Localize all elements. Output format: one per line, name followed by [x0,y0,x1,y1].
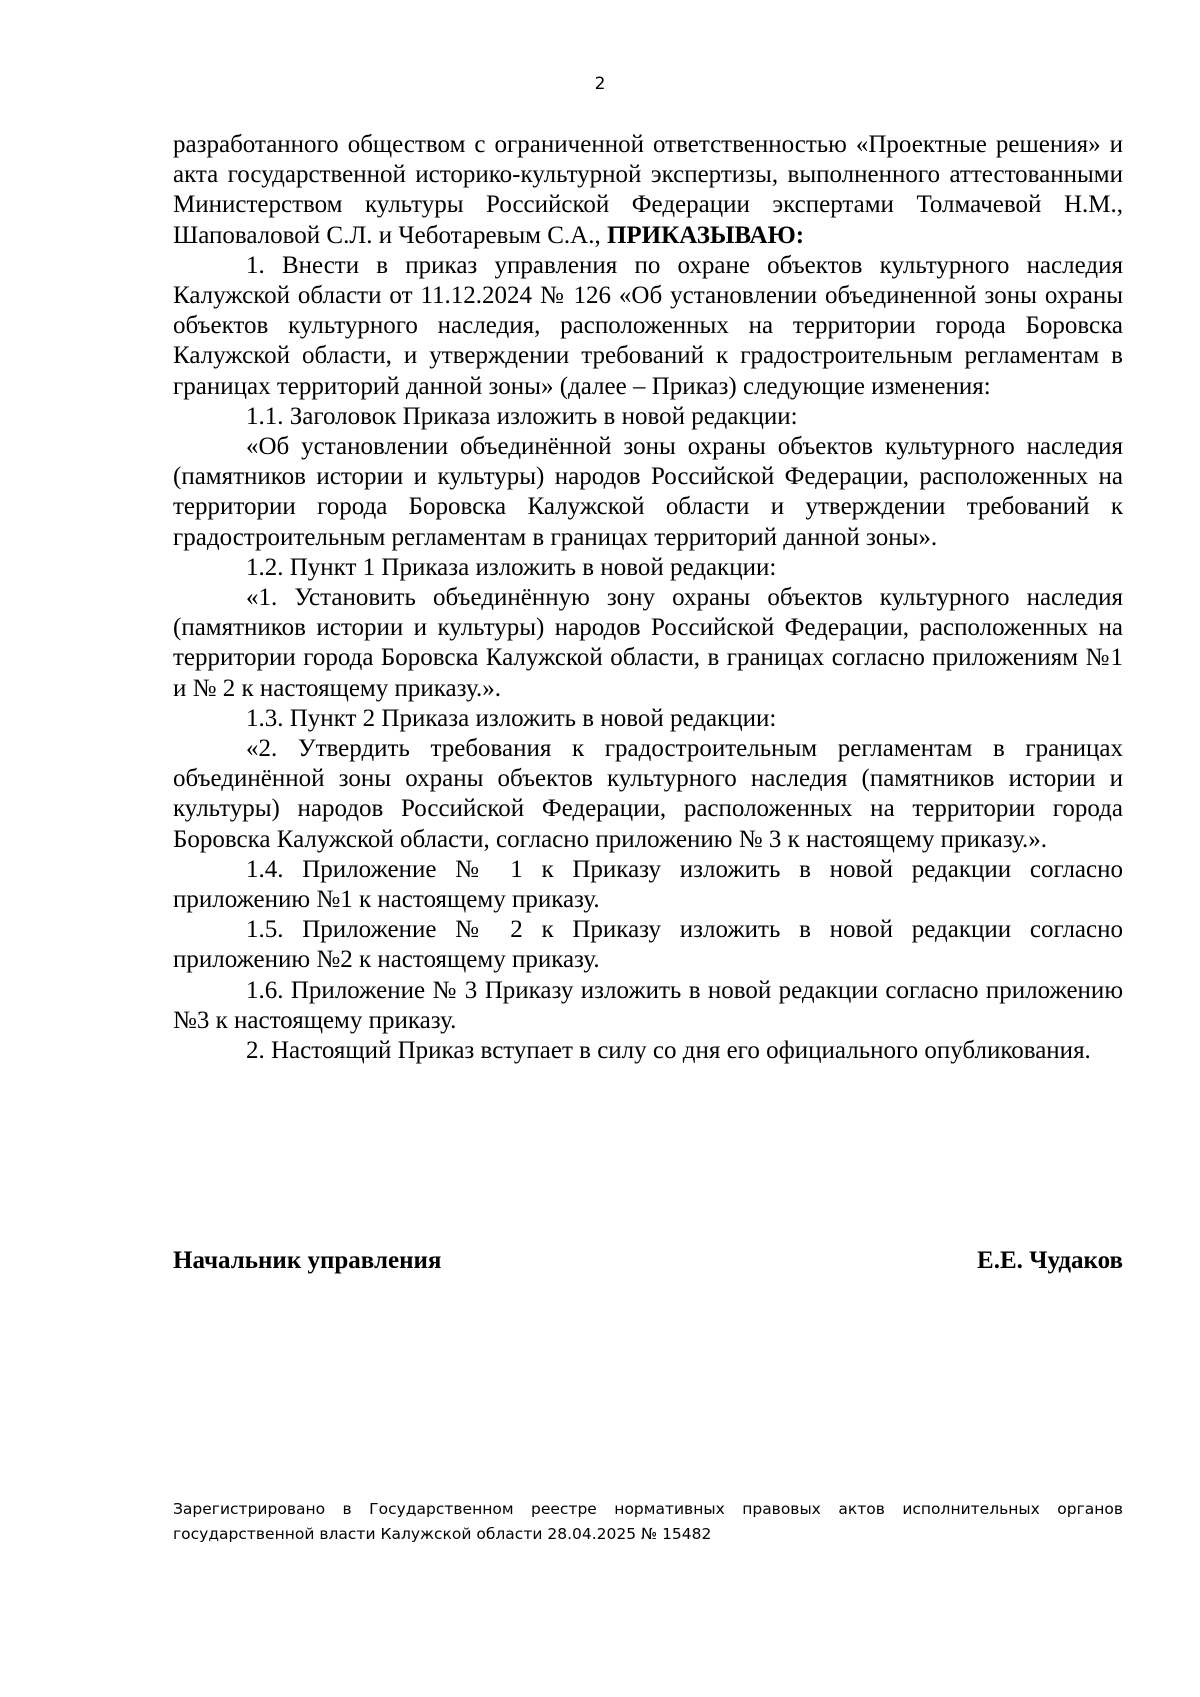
paragraph-1-3: 1.3. Пункт 2 Приказа изложить в новой редакции: [246,704,777,732]
paragraph-1-5: 1.5. Приложение № 2 к Приказу изложить в новой редакции согласно приложению №2 к настоящему приказу. [173,916,1123,974]
intro-text: разработанного обществом с ограниченной ответственностью «Проектные решения» и акта государственной историко-культурной экспертизы, выполненного аттестованными Министерством культуры Российской Федерации экспертами Толмачевой Н.М., Шаповаловой С.Л. и Чеботаревым С.А., [173,131,1123,249]
paragraph-1-1-text: «Об установлении объединённой зоны охраны объектов культурного наследия (памятников истории и культуры) народов Российской Федерации, расположенных на территории города Боровска Калужской области и утверждении требований к градостроительным регламентам в границах территорий данной зоны». [173,433,1123,551]
document-body [173,130,1123,1066]
signer-name: Е.Е. Чудаков [977,1247,1123,1274]
paragraph-1-4: 1.4. Приложение № 1 к Приказу изложить в новой редакции согласно приложению №1 к настоящему приказу. [173,855,1123,914]
paragraph-1-1: 1.1. Заголовок Приказа изложить в новой редакции: [246,402,798,430]
paragraph-1-3-text: «2. Утвердить требования к градостроительным регламентам в границах объединённой зоны охраны объектов культурного наследия (памятников истории и культуры) народов Российской Федерации, расположенных на территории города Боровска Калужской области, согласно приложению № 3 к настоящему приказу.». [173,735,1123,853]
paragraph-2: 2. Настоящий Приказ вступает в силу со дня его официального опубликования. [246,1037,1091,1065]
paragraph-1-6: 1.6. Приложение № 3 Приказу изложить в новой редакции согласно приложению №3 к настоящему приказу. [173,976,1123,1034]
intro-paragraph [173,130,1123,251]
order-word: ПРИКАЗЫВАЮ: [606,221,805,249]
page-number: 2 [594,74,606,94]
registration-note: Зарегистрировано в Государственном реестре нормативных правовых актов исполнительных органов государственной власти Калужской области 28.04.2025 № 15482 [173,1500,1123,1543]
paragraph-1-2: 1.2. Пункт 1 Приказа изложить в новой редакции: [246,553,777,581]
paragraph-1: 1. Внести в приказ управления по охране объектов культурного наследия Калужской области от 11.12.2024 № 126 «Об установлении объединенной зоны охраны объектов культурного наследия, расположенных на территории города Боровска Калужской области, и утверждении требований к градостроительным регламентам в границах территорий данной зоны» (далее – Приказ) следующие изменения: [173,251,1123,400]
paragraph-1-2-text: «1. Установить объединённую зону охраны объектов культурного наследия (памятников истории и культуры) народов Российской Федерации, расположенных на территории города Боровска Калужской области, в границах согласно приложениям №1 и № 2 к настоящему приказу.». [173,584,1123,702]
signer-position: Начальник управления [173,1247,442,1274]
signature-block [173,1247,1123,1275]
